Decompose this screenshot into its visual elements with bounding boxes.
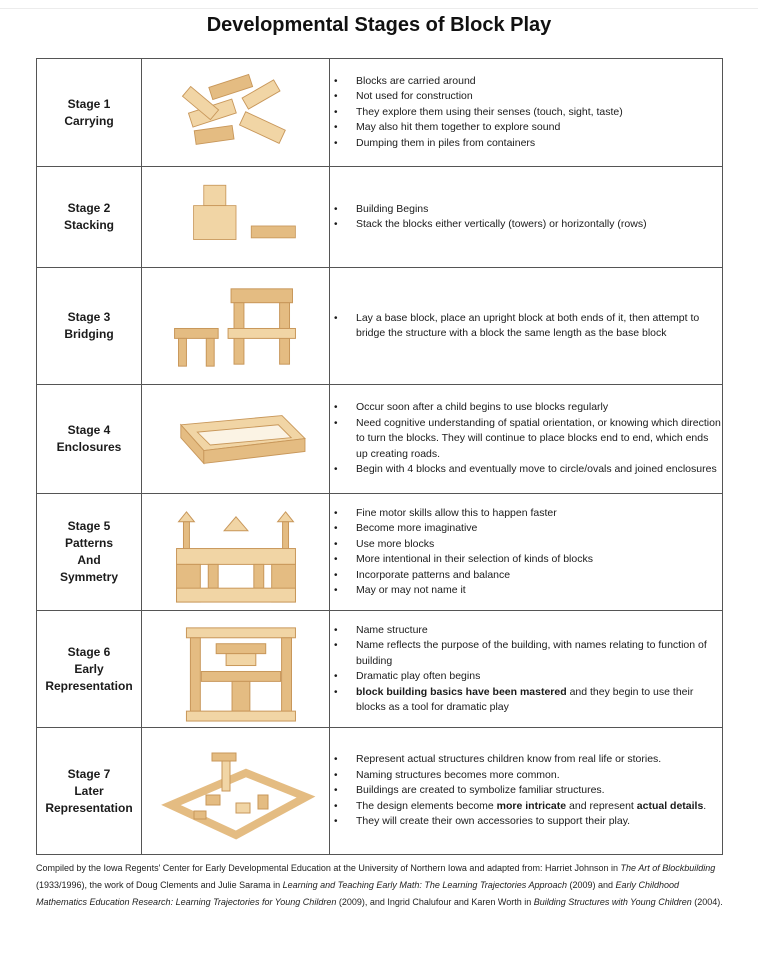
stage-bullet: • Name structure <box>356 623 722 639</box>
stage-title: Stacking <box>63 218 114 232</box>
stage-bullet: • Occur soon after a child begins to use blocks regularly <box>356 400 722 416</box>
stage-title: Carrying <box>64 113 114 128</box>
stage-title: Early Representation <box>45 661 133 693</box>
source-credits: Compiled by the Iowa Regents' Center for Early Developmental Education at the University of Northern Iowa and adapted from: Harriet Johnson in The Art of Blockbuilding (1933/1996), the work of Doug Clements and Julie Sarama in Learning and Teaching Early Math: The Learning Trajectories Approach (2009) and Early Childhood Mathematics Education Research: Learning Trajectories for Young Children (2009), and Ingrid Chalufour and Karen Worth in Building Structures with Young Children (2004). <box>36 863 723 907</box>
stage-name-cell <box>37 611 142 728</box>
stage-bullet-list <box>330 400 722 478</box>
stage-name-cell <box>37 268 142 385</box>
stage-bullet: • Need cognitive understanding of spatial orientation, or knowing which direction to turn the blocks. They will continue to place blocks end to end, which ends up creating roads. <box>356 416 722 463</box>
stage-bullet: • They will create their own accessories to support their play. <box>356 814 722 830</box>
scattered-blocks-illustration <box>146 62 326 164</box>
stage-bullet-list <box>330 623 722 716</box>
stage-illustration-cell <box>142 728 330 855</box>
stage-bullet: • Stack the blocks either vertically (towers) or horizontally (rows) <box>356 217 722 233</box>
symmetric-castle-illustration <box>146 497 326 608</box>
stage-illustration-cell <box>142 611 330 728</box>
stage-title: Patterns And Symmetry <box>59 536 119 584</box>
stage-bullet: • May or may not name it <box>356 583 722 599</box>
stage-illustration-cell <box>142 494 330 611</box>
stage-illustration-cell <box>142 268 330 385</box>
page-title: Developmental Stages of Block Play <box>206 14 552 36</box>
stage-title: Bridging <box>64 327 114 341</box>
stage-row <box>37 494 723 611</box>
stage-number: Stage 3 <box>67 310 111 324</box>
stage-row <box>37 167 723 268</box>
stage-bullet: • Become more imaginative <box>356 521 722 537</box>
stage-illustration-cell <box>142 59 330 167</box>
stage-bullet: • Incorporate patterns and balance <box>356 568 722 584</box>
stage-description-cell <box>330 611 723 728</box>
block-bridges-illustration <box>146 271 326 382</box>
stage-bullet: • Buildings are created to symbolize familiar structures. <box>356 783 722 799</box>
stage-bullet: • Use more blocks <box>356 537 722 553</box>
stage-description-cell <box>330 167 723 268</box>
named-structure-illustration <box>146 614 326 725</box>
stage-title: Later Representation <box>45 783 133 815</box>
stage-number: Stage 1 <box>67 96 111 111</box>
stage-number: Stage 2 <box>67 201 111 215</box>
top-divider <box>0 8 758 9</box>
stage-description-cell <box>330 494 723 611</box>
stage-description-cell <box>330 59 723 167</box>
stage-description-cell <box>330 385 723 494</box>
stage-row <box>37 611 723 728</box>
stage-number: Stage 5 <box>67 519 111 533</box>
stage-row <box>37 728 723 855</box>
stage-name-cell <box>37 385 142 494</box>
stage-number: Stage 6 <box>67 644 111 659</box>
stage-bullet: • They explore them using their senses (touch, sight, taste) <box>356 105 722 121</box>
stage-bullet-list <box>330 74 722 152</box>
stage-illustration-cell <box>142 167 330 268</box>
stage-name-cell <box>37 59 142 167</box>
stage-name-cell <box>37 728 142 855</box>
stacked-blocks-illustration <box>146 170 326 265</box>
stage-illustration-cell <box>142 385 330 494</box>
stage-bullet: • Blocks are carried around <box>356 74 722 90</box>
stage-bullet: • block building basics have been mastered and they begin to use their blocks as a tool for dramatic play <box>356 685 722 716</box>
stage-bullet: • Not used for construction <box>356 89 722 105</box>
complex-layout-illustration <box>146 735 326 847</box>
stage-bullet: • More intentional in their selection of kinds of blocks <box>356 552 722 568</box>
stage-bullet: • May also hit them together to explore sound <box>356 120 722 136</box>
stage-description-cell <box>330 268 723 385</box>
stage-bullet: • The design elements become more intricate and represent actual details. <box>356 799 722 815</box>
stage-number: Stage 4 <box>67 423 111 437</box>
stage-bullet: • Name reflects the purpose of the building, with names relating to function of building <box>356 638 722 669</box>
stage-bullet-list <box>330 506 722 599</box>
block-enclosure-illustration <box>146 388 326 491</box>
stage-row <box>37 268 723 385</box>
stage-row <box>37 385 723 494</box>
stage-bullet: • Naming structures becomes more common. <box>356 768 722 784</box>
stage-bullet-list <box>330 311 722 342</box>
stage-row <box>37 59 723 167</box>
stage-bullet: • Represent actual structures children know from real life or stories. <box>356 752 722 768</box>
stage-description-cell <box>330 728 723 855</box>
stage-name-cell <box>37 494 142 611</box>
stage-bullet-list <box>330 752 722 830</box>
stage-bullet: • Begin with 4 blocks and eventually move to circle/ovals and joined enclosures <box>356 462 722 478</box>
stage-bullet: • Lay a base block, place an upright block at both ends of it, then attempt to bridge the structure with a block the same length as the base block <box>356 311 722 342</box>
stage-bullet: • Fine motor skills allow this to happen faster <box>356 506 722 522</box>
stage-title: Enclosures <box>56 440 122 454</box>
stage-number: Stage 7 <box>67 766 111 781</box>
stage-bullet: • Dumping them in piles from containers <box>356 136 722 152</box>
stage-bullet-list <box>330 202 722 233</box>
stage-name-cell <box>37 167 142 268</box>
stages-table <box>36 58 723 855</box>
stage-bullet: • Building Begins <box>356 202 722 218</box>
stage-bullet: • Dramatic play often begins <box>356 669 722 685</box>
